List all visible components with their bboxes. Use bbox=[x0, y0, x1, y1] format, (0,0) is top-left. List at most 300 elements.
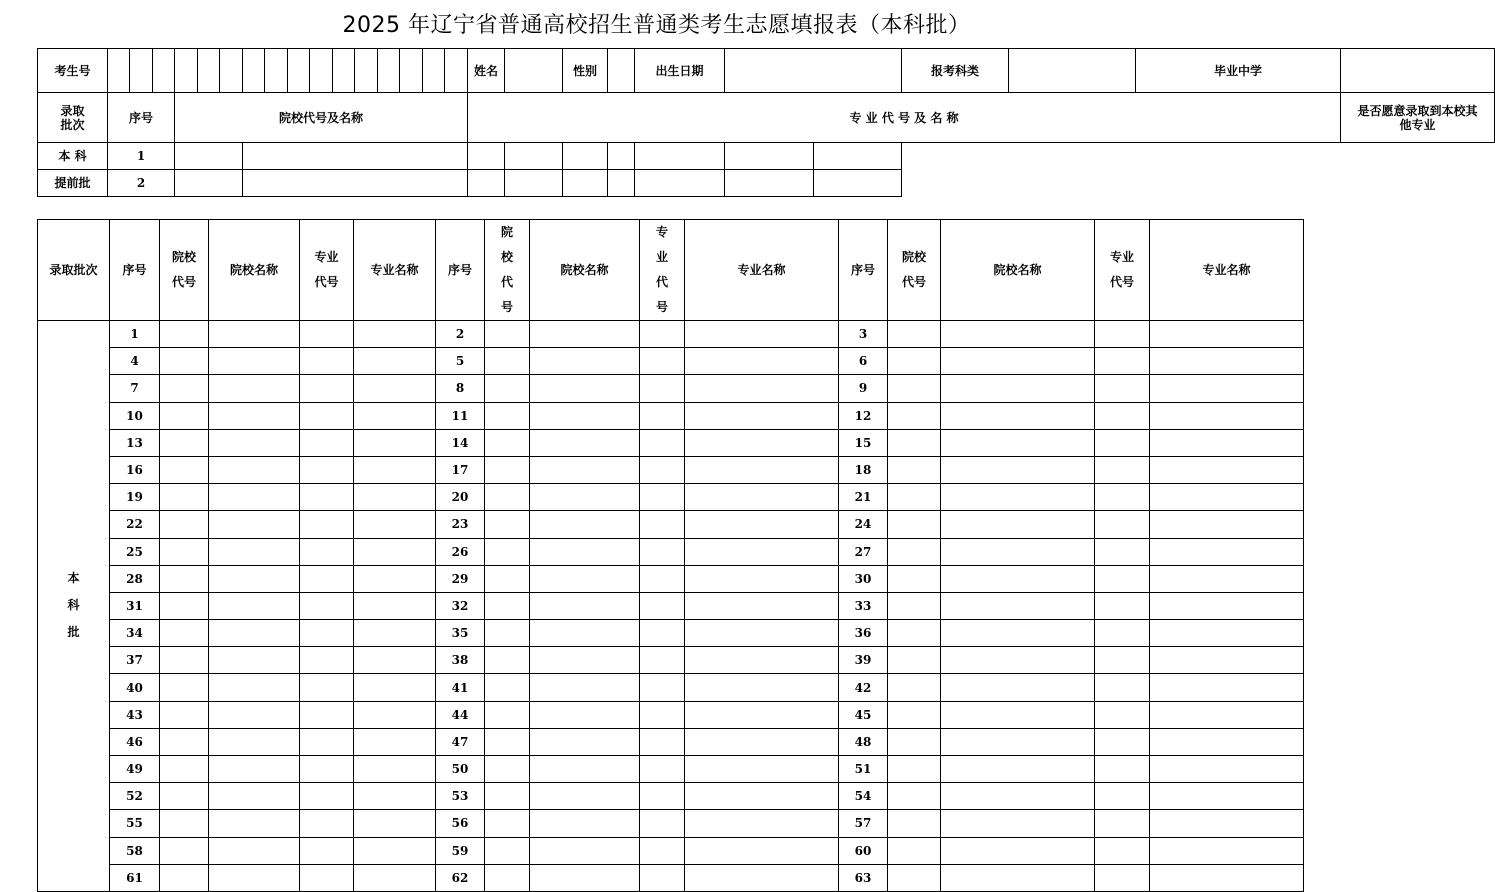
major-code-field[interactable] bbox=[640, 484, 685, 511]
major-name-field[interactable] bbox=[1150, 429, 1304, 456]
college-name-field[interactable] bbox=[209, 864, 300, 891]
college-name-field[interactable] bbox=[941, 592, 1095, 619]
major-code-field[interactable] bbox=[300, 810, 354, 837]
college-name-field[interactable] bbox=[209, 620, 300, 647]
major-code-field[interactable] bbox=[300, 620, 354, 647]
major-name-field[interactable] bbox=[354, 674, 436, 701]
college-code-field[interactable] bbox=[485, 701, 530, 728]
college-code-field[interactable] bbox=[485, 348, 530, 375]
sequence-number: 8 bbox=[436, 375, 485, 402]
college-code-field[interactable] bbox=[160, 511, 209, 538]
college-name-field[interactable] bbox=[941, 647, 1095, 674]
college-name-field[interactable] bbox=[530, 538, 640, 565]
major-name-field[interactable] bbox=[354, 375, 436, 402]
major-name-field[interactable] bbox=[685, 321, 839, 348]
major-name-field[interactable] bbox=[685, 456, 839, 483]
major-code-field[interactable] bbox=[300, 783, 354, 810]
major-name-field[interactable] bbox=[354, 756, 436, 783]
college-code-field[interactable] bbox=[485, 538, 530, 565]
college-name-field[interactable] bbox=[941, 810, 1095, 837]
college-code-field[interactable] bbox=[160, 321, 209, 348]
college-code-field[interactable] bbox=[175, 170, 243, 197]
major-name-field[interactable] bbox=[725, 170, 814, 197]
college-name-field[interactable] bbox=[530, 321, 640, 348]
major-code-field[interactable] bbox=[640, 837, 685, 864]
exam-number-digit-box[interactable] bbox=[310, 49, 333, 93]
college-code-field[interactable] bbox=[160, 783, 209, 810]
college-name-field[interactable] bbox=[530, 620, 640, 647]
college-code-field[interactable] bbox=[888, 511, 941, 538]
major-name-field[interactable] bbox=[725, 143, 814, 170]
sequence-number: 50 bbox=[436, 756, 485, 783]
major-name-field[interactable] bbox=[685, 565, 839, 592]
name-field[interactable] bbox=[505, 49, 563, 93]
major-name-field[interactable] bbox=[685, 756, 839, 783]
major-name-field[interactable] bbox=[354, 456, 436, 483]
major-name-field[interactable] bbox=[1150, 837, 1304, 864]
college-name-field[interactable] bbox=[209, 429, 300, 456]
college-name-field[interactable] bbox=[941, 728, 1095, 755]
major-name-field[interactable] bbox=[685, 538, 839, 565]
college-name-field[interactable] bbox=[209, 348, 300, 375]
college-name-field[interactable] bbox=[209, 511, 300, 538]
college-code-field[interactable] bbox=[485, 783, 530, 810]
major-name-field[interactable] bbox=[1150, 538, 1304, 565]
major-name-field[interactable] bbox=[685, 375, 839, 402]
exam-number-digit-box[interactable] bbox=[175, 49, 198, 93]
college-name-field[interactable] bbox=[530, 647, 640, 674]
college-code-field[interactable] bbox=[888, 484, 941, 511]
college-name-field[interactable] bbox=[243, 170, 468, 197]
college-code-field[interactable] bbox=[888, 837, 941, 864]
major-name-field[interactable] bbox=[685, 810, 839, 837]
college-name-field[interactable] bbox=[530, 701, 640, 728]
college-name-field[interactable] bbox=[941, 511, 1095, 538]
college-name-field[interactable] bbox=[209, 402, 300, 429]
college-code-field[interactable] bbox=[888, 647, 941, 674]
major-code-field[interactable] bbox=[300, 375, 354, 402]
college-name-field[interactable] bbox=[530, 864, 640, 891]
subject-category-field[interactable] bbox=[1009, 49, 1136, 93]
major-name-field[interactable] bbox=[1150, 348, 1304, 375]
major-name-field[interactable] bbox=[1150, 674, 1304, 701]
exam-number-digit-box[interactable] bbox=[333, 49, 355, 93]
major-name-field[interactable] bbox=[505, 170, 563, 197]
college-code-field[interactable] bbox=[160, 402, 209, 429]
major-name-field[interactable] bbox=[354, 810, 436, 837]
major-code-field[interactable] bbox=[640, 810, 685, 837]
major-name-field[interactable] bbox=[1150, 511, 1304, 538]
table-row bbox=[38, 783, 1304, 810]
college-name-field[interactable] bbox=[209, 701, 300, 728]
major-name-field[interactable] bbox=[354, 538, 436, 565]
major-code-field[interactable] bbox=[640, 321, 685, 348]
college-name-field[interactable] bbox=[941, 402, 1095, 429]
major-name-field[interactable] bbox=[354, 511, 436, 538]
college-name-field[interactable] bbox=[941, 864, 1095, 891]
college-name-field[interactable] bbox=[530, 783, 640, 810]
sequence-number: 20 bbox=[436, 484, 485, 511]
major-name-field[interactable] bbox=[1150, 864, 1304, 891]
college-name-field[interactable] bbox=[530, 674, 640, 701]
major-code-field[interactable] bbox=[640, 348, 685, 375]
major-code-field[interactable] bbox=[1095, 538, 1150, 565]
major-code-field[interactable] bbox=[300, 511, 354, 538]
exam-number-digit-box[interactable] bbox=[355, 49, 378, 93]
college-code-field[interactable] bbox=[485, 756, 530, 783]
major-name-field[interactable] bbox=[1150, 810, 1304, 837]
major-name-field[interactable] bbox=[608, 170, 635, 197]
college-code-field[interactable] bbox=[485, 728, 530, 755]
college-code-field[interactable] bbox=[888, 429, 941, 456]
major-name-field[interactable] bbox=[354, 348, 436, 375]
major-code-field[interactable] bbox=[300, 484, 354, 511]
college-name-field[interactable] bbox=[530, 348, 640, 375]
college-name-field[interactable] bbox=[530, 592, 640, 619]
college-code-field[interactable] bbox=[160, 674, 209, 701]
major-code-field[interactable] bbox=[640, 728, 685, 755]
sequence-number: 5 bbox=[436, 348, 485, 375]
major-name-field[interactable] bbox=[354, 701, 436, 728]
major-code-field[interactable] bbox=[1095, 456, 1150, 483]
major-name-field[interactable] bbox=[1150, 647, 1304, 674]
major-name-field[interactable] bbox=[1150, 756, 1304, 783]
college-code-field[interactable] bbox=[160, 456, 209, 483]
college-code-field[interactable] bbox=[160, 538, 209, 565]
major-code-field[interactable] bbox=[300, 348, 354, 375]
major-name-field[interactable] bbox=[685, 647, 839, 674]
college-name-field[interactable] bbox=[941, 348, 1095, 375]
major-name-field[interactable] bbox=[1150, 783, 1304, 810]
college-code-field[interactable] bbox=[888, 810, 941, 837]
college-code-field[interactable] bbox=[485, 402, 530, 429]
college-code-field[interactable] bbox=[175, 143, 243, 170]
college-code-field[interactable] bbox=[485, 511, 530, 538]
exam-number-digit-box[interactable] bbox=[423, 49, 445, 93]
college-code-field[interactable] bbox=[160, 728, 209, 755]
major-name-field[interactable] bbox=[354, 565, 436, 592]
major-code-field[interactable] bbox=[300, 647, 354, 674]
college-code-field[interactable] bbox=[485, 375, 530, 402]
major-code-field[interactable] bbox=[300, 864, 354, 891]
major-name-field[interactable] bbox=[685, 674, 839, 701]
major-name-field[interactable] bbox=[1150, 484, 1304, 511]
college-code-field[interactable] bbox=[888, 756, 941, 783]
college-name-field[interactable] bbox=[530, 429, 640, 456]
college-code-field[interactable] bbox=[888, 783, 941, 810]
college-code-field[interactable] bbox=[888, 348, 941, 375]
exam-number-digit-box[interactable] bbox=[198, 49, 220, 93]
major-code-field[interactable] bbox=[640, 592, 685, 619]
exam-number-digit-box[interactable] bbox=[400, 49, 423, 93]
major-code-field[interactable] bbox=[640, 864, 685, 891]
major-name-field[interactable] bbox=[685, 837, 839, 864]
college-name-field[interactable] bbox=[530, 728, 640, 755]
college-code-field[interactable] bbox=[485, 592, 530, 619]
college-code-field[interactable] bbox=[160, 484, 209, 511]
major-code-field[interactable] bbox=[1095, 565, 1150, 592]
college-name-field[interactable] bbox=[941, 429, 1095, 456]
major-code-field[interactable] bbox=[1095, 429, 1150, 456]
college-code-field[interactable] bbox=[160, 756, 209, 783]
college-name-field[interactable] bbox=[530, 375, 640, 402]
college-code-field[interactable] bbox=[888, 592, 941, 619]
major-name-field[interactable] bbox=[354, 429, 436, 456]
college-name-field[interactable] bbox=[209, 783, 300, 810]
college-name-field[interactable] bbox=[941, 837, 1095, 864]
exam-number-digit-box[interactable] bbox=[378, 49, 400, 93]
college-code-field[interactable] bbox=[888, 864, 941, 891]
exam-number-digit-box[interactable] bbox=[243, 49, 265, 93]
college-code-field[interactable] bbox=[160, 837, 209, 864]
college-code-field[interactable] bbox=[485, 674, 530, 701]
college-code-field[interactable] bbox=[888, 402, 941, 429]
subject-category-label: 报考科类 bbox=[902, 49, 1009, 93]
major-name-field[interactable] bbox=[1150, 565, 1304, 592]
sequence-number: 32 bbox=[436, 592, 485, 619]
college-name-field[interactable] bbox=[530, 810, 640, 837]
major-code-field[interactable] bbox=[640, 429, 685, 456]
major-code-field[interactable] bbox=[1095, 864, 1150, 891]
major-code-field[interactable] bbox=[300, 701, 354, 728]
major-code-field[interactable] bbox=[640, 783, 685, 810]
major-name-field[interactable] bbox=[1150, 375, 1304, 402]
major-code-field[interactable] bbox=[1095, 756, 1150, 783]
major-name-field[interactable] bbox=[354, 321, 436, 348]
major-code-field[interactable] bbox=[1095, 674, 1150, 701]
major-code-field[interactable] bbox=[300, 756, 354, 783]
college-name-field[interactable] bbox=[941, 484, 1095, 511]
major-name-field[interactable] bbox=[1150, 456, 1304, 483]
college-name-field[interactable] bbox=[209, 674, 300, 701]
college-name-field[interactable] bbox=[209, 321, 300, 348]
college-name-field[interactable] bbox=[941, 321, 1095, 348]
college-code-field[interactable] bbox=[160, 810, 209, 837]
major-code-field[interactable] bbox=[300, 321, 354, 348]
college-name-field[interactable] bbox=[530, 837, 640, 864]
exam-number-digit-box[interactable] bbox=[153, 49, 175, 93]
college-name-field[interactable] bbox=[530, 511, 640, 538]
college-name-field[interactable] bbox=[209, 538, 300, 565]
college-name-field[interactable] bbox=[243, 143, 468, 170]
college-name-field[interactable] bbox=[941, 783, 1095, 810]
graduated-school-field[interactable] bbox=[1341, 49, 1495, 93]
major-code-field[interactable] bbox=[300, 402, 354, 429]
college-code-field[interactable] bbox=[485, 837, 530, 864]
major-code-field[interactable] bbox=[1095, 402, 1150, 429]
major-name-field[interactable] bbox=[354, 864, 436, 891]
major-code-field[interactable] bbox=[300, 674, 354, 701]
major-name-field[interactable] bbox=[1150, 701, 1304, 728]
college-code-field[interactable] bbox=[485, 620, 530, 647]
college-name-field[interactable] bbox=[209, 484, 300, 511]
college-code-field[interactable] bbox=[160, 429, 209, 456]
major-name-field[interactable] bbox=[354, 783, 436, 810]
college-name-field[interactable] bbox=[941, 538, 1095, 565]
college-code-field[interactable] bbox=[485, 647, 530, 674]
adjustment-field[interactable] bbox=[814, 170, 902, 197]
major-code-field[interactable] bbox=[1095, 837, 1150, 864]
major-code-field[interactable] bbox=[1095, 783, 1150, 810]
college-code-field[interactable] bbox=[485, 429, 530, 456]
college-name-field[interactable] bbox=[530, 402, 640, 429]
college-name-field[interactable] bbox=[941, 456, 1095, 483]
major-name-field[interactable] bbox=[685, 592, 839, 619]
major-code-field[interactable] bbox=[468, 143, 505, 170]
major-name-field[interactable] bbox=[685, 783, 839, 810]
college-code-field[interactable] bbox=[888, 375, 941, 402]
major-code-field[interactable] bbox=[1095, 620, 1150, 647]
major-code-field[interactable] bbox=[1095, 375, 1150, 402]
major-code-field[interactable] bbox=[300, 429, 354, 456]
major-name-field[interactable] bbox=[354, 484, 436, 511]
sequence-number: 36 bbox=[839, 620, 888, 647]
major-code-field[interactable] bbox=[300, 538, 354, 565]
major-name-field[interactable] bbox=[1150, 728, 1304, 755]
college-code-field[interactable] bbox=[888, 701, 941, 728]
major-name-field[interactable] bbox=[685, 429, 839, 456]
college-name-field[interactable] bbox=[209, 456, 300, 483]
major-name-field[interactable] bbox=[608, 143, 635, 170]
major-code-field[interactable] bbox=[563, 143, 608, 170]
major-code-field[interactable] bbox=[640, 375, 685, 402]
college-name-field[interactable] bbox=[530, 756, 640, 783]
college-code-field[interactable] bbox=[160, 375, 209, 402]
major-code-field[interactable] bbox=[640, 402, 685, 429]
major-code-field[interactable] bbox=[640, 756, 685, 783]
major-code-field[interactable] bbox=[300, 837, 354, 864]
college-name-field[interactable] bbox=[941, 674, 1095, 701]
college-code-field[interactable] bbox=[160, 701, 209, 728]
college-code-field[interactable] bbox=[160, 864, 209, 891]
college-code-field[interactable] bbox=[888, 674, 941, 701]
major-code-field[interactable] bbox=[635, 143, 725, 170]
exam-number-digit-box[interactable] bbox=[108, 49, 130, 93]
major-name-field[interactable] bbox=[685, 402, 839, 429]
major-code-field[interactable] bbox=[1095, 592, 1150, 619]
college-code-field[interactable] bbox=[888, 321, 941, 348]
major-code-field[interactable] bbox=[1095, 348, 1150, 375]
major-name-field[interactable] bbox=[685, 511, 839, 538]
major-code-field[interactable] bbox=[300, 728, 354, 755]
major-code-field[interactable] bbox=[640, 701, 685, 728]
major-code-field[interactable] bbox=[563, 170, 608, 197]
major-code-field[interactable] bbox=[1095, 511, 1150, 538]
college-code-field[interactable] bbox=[485, 321, 530, 348]
major-name-field[interactable] bbox=[1150, 620, 1304, 647]
college-code-field[interactable] bbox=[888, 728, 941, 755]
college-code-field[interactable] bbox=[485, 456, 530, 483]
exam-number-digit-box[interactable] bbox=[288, 49, 310, 93]
college-name-field[interactable] bbox=[941, 375, 1095, 402]
major-name-field[interactable] bbox=[354, 592, 436, 619]
major-code-field[interactable] bbox=[1095, 701, 1150, 728]
major-code-field[interactable] bbox=[1095, 647, 1150, 674]
major-code-field[interactable] bbox=[468, 170, 505, 197]
major-code-field[interactable] bbox=[640, 456, 685, 483]
major-code-field[interactable] bbox=[300, 592, 354, 619]
college-name-field[interactable] bbox=[941, 565, 1095, 592]
college-code-field[interactable] bbox=[485, 484, 530, 511]
college-name-field[interactable] bbox=[530, 456, 640, 483]
major-name-field[interactable] bbox=[1150, 402, 1304, 429]
major-name-field[interactable] bbox=[685, 701, 839, 728]
major-code-field[interactable] bbox=[1095, 728, 1150, 755]
major-code-field[interactable] bbox=[1095, 484, 1150, 511]
major-code-field[interactable] bbox=[1095, 810, 1150, 837]
college-name-field[interactable] bbox=[530, 484, 640, 511]
major-code-field[interactable] bbox=[640, 647, 685, 674]
college-code-field[interactable] bbox=[485, 565, 530, 592]
college-code-field[interactable] bbox=[160, 620, 209, 647]
major-name-field[interactable] bbox=[685, 728, 839, 755]
adjustment-field[interactable] bbox=[814, 143, 902, 170]
major-name-field[interactable] bbox=[685, 864, 839, 891]
major-name-field[interactable] bbox=[354, 620, 436, 647]
college-code-field[interactable] bbox=[888, 538, 941, 565]
major-code-field[interactable] bbox=[640, 511, 685, 538]
major-code-field[interactable] bbox=[300, 456, 354, 483]
college-name-field[interactable] bbox=[941, 756, 1095, 783]
college-name-field[interactable] bbox=[209, 565, 300, 592]
major-name-field[interactable] bbox=[685, 348, 839, 375]
major-name-field[interactable] bbox=[685, 484, 839, 511]
college-code-field[interactable] bbox=[888, 456, 941, 483]
college-name-field[interactable] bbox=[530, 565, 640, 592]
major-name-field[interactable] bbox=[505, 143, 563, 170]
college-name-field[interactable] bbox=[209, 728, 300, 755]
college-code-field[interactable] bbox=[160, 647, 209, 674]
college-code-field[interactable] bbox=[160, 565, 209, 592]
exam-number-digit-box[interactable] bbox=[220, 49, 243, 93]
major-code-field[interactable] bbox=[635, 170, 725, 197]
college-code-field[interactable] bbox=[888, 620, 941, 647]
college-code-field[interactable] bbox=[485, 864, 530, 891]
major-name-field[interactable] bbox=[685, 620, 839, 647]
major-code-field[interactable] bbox=[640, 620, 685, 647]
college-name-field[interactable] bbox=[209, 647, 300, 674]
exam-number-digit-box[interactable] bbox=[130, 49, 153, 93]
major-name-field[interactable] bbox=[354, 402, 436, 429]
college-code-field[interactable] bbox=[160, 348, 209, 375]
batch-column-header: 录取批次 bbox=[38, 220, 110, 321]
college-code-field[interactable] bbox=[160, 592, 209, 619]
exam-number-digit-box[interactable] bbox=[445, 49, 468, 93]
college-name-field[interactable] bbox=[209, 837, 300, 864]
major-code-field[interactable] bbox=[1095, 321, 1150, 348]
college-name-field[interactable] bbox=[941, 701, 1095, 728]
college-name-field[interactable] bbox=[209, 756, 300, 783]
major-code-field[interactable] bbox=[640, 674, 685, 701]
college-code-field[interactable] bbox=[485, 810, 530, 837]
major-name-field[interactable] bbox=[1150, 592, 1304, 619]
major-code-field[interactable] bbox=[640, 565, 685, 592]
college-code-field[interactable] bbox=[888, 565, 941, 592]
college-name-field[interactable] bbox=[209, 592, 300, 619]
major-code-field[interactable] bbox=[640, 538, 685, 565]
college-name-field[interactable] bbox=[209, 810, 300, 837]
major-name-field[interactable] bbox=[1150, 321, 1304, 348]
college-name-field[interactable] bbox=[209, 375, 300, 402]
exam-number-digit-box[interactable] bbox=[265, 49, 288, 93]
college-name-field[interactable] bbox=[941, 620, 1095, 647]
major-name-field[interactable] bbox=[354, 647, 436, 674]
birth-date-field[interactable] bbox=[725, 49, 902, 93]
major-name-field[interactable] bbox=[354, 728, 436, 755]
gender-field[interactable] bbox=[608, 49, 635, 93]
major-code-field[interactable] bbox=[300, 565, 354, 592]
major-name-field[interactable] bbox=[354, 837, 436, 864]
